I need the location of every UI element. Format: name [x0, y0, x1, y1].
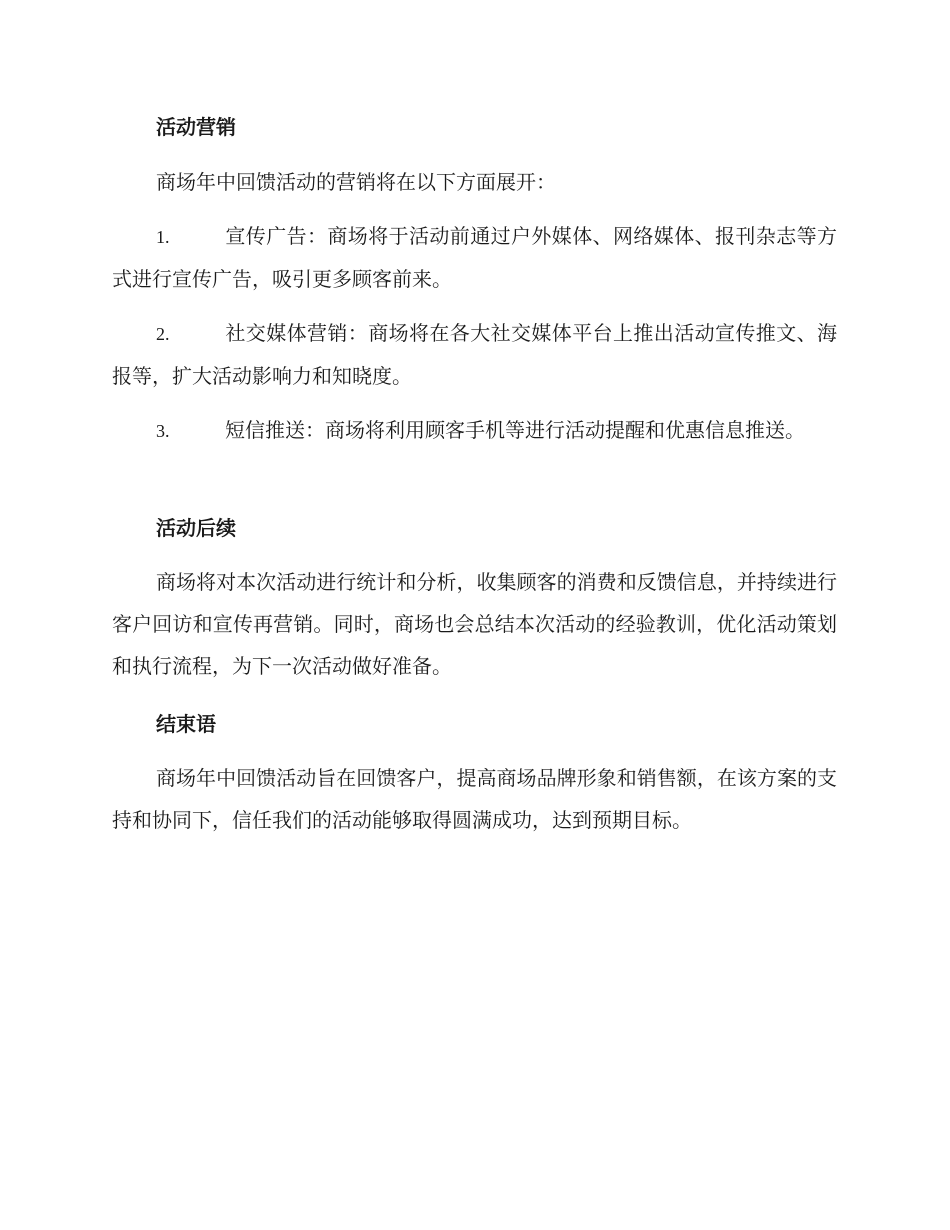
- section-heading-conclusion: 结束语: [156, 712, 216, 736]
- list-item-text: 短信推送：商场将利用顾客手机等进行活动提醒和优惠信息推送。: [225, 418, 805, 442]
- follow-up-paragraph: 商场将对本次活动进行统计和分析，收集顾客的消费和反馈信息，并持续进行客户回访和宣传再营销。同时，商场也会总结本次活动的经验教训，优化活动策划和执行流程，为下一次活动做好准备。: [112, 570, 837, 678]
- list-item-text: 宣传广告：商场将于活动前通过户外媒体、网络媒体、报刊杂志等方式进行宣传广告，吸引更多顾客前来。: [112, 224, 837, 291]
- list-item-number: 2.: [156, 324, 170, 344]
- list-item: [112, 215, 837, 300]
- section-heading-marketing: 活动营销: [156, 115, 236, 139]
- list-item: [112, 409, 837, 452]
- list-item: [112, 312, 837, 397]
- section-heading-follow-up: 活动后续: [156, 516, 236, 540]
- list-item-number: 1.: [156, 227, 170, 247]
- list-item-text: 社交媒体营销：商场将在各大社交媒体平台上推出活动宣传推文、海报等，扩大活动影响力和知晓度。: [112, 321, 837, 388]
- list-item-number: 3.: [156, 421, 170, 441]
- conclusion-paragraph: 商场年中回馈活动旨在回馈客户，提高商场品牌形象和销售额，在该方案的支持和协同下，信任我们的活动能够取得圆满成功，达到预期目标。: [112, 766, 837, 832]
- marketing-intro-paragraph: 商场年中回馈活动的营销将在以下方面展开：: [156, 170, 556, 194]
